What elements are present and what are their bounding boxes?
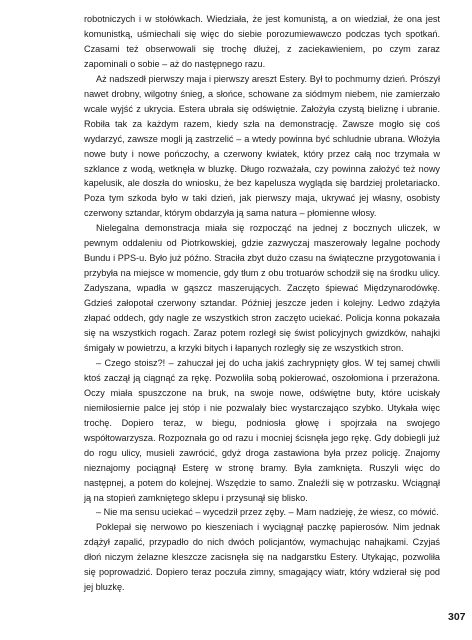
page-number: 307 (448, 611, 466, 623)
paragraph-6: Poklepał się nerwowo po kieszeniach i wyciągnął paczkę papierosów. Nim jednak zdążył zapalić, przypadło do nich dwóch policjantów, wymachując nahajkami. Czyjaś dłoń niczym żelazne kleszcze zacisnęła się na nadgarstku Estery. Utykając, pozwoliła się poprowadzić. Dopiero teraz poczuła zimny, smagający wiatr, który wdzierał się pod jej bluzkę. (84, 522, 440, 593)
paragraph-5: – Nie ma sensu uciekać – wycedził przez zęby. – Mam nadzieję, że wiesz, co mówić. (96, 507, 439, 518)
paragraph-1: robotniczych i w stołówkach. Wiedziała, że jest komunistą, a on wiedział, że ona jest komunistką, uśmiechali się więc do siebie porozumiewawczo podczas tych spotkań. Czasami też obserwowali się trochę dłużej, z zaciekawieniem, po czym zaraz zapominali o sobie – aż do następnego razu. (84, 14, 440, 69)
paragraph-3: Nielegalna demonstracja miała się rozpocząć na jednej z bocznych uliczek, w pewnym oddaleniu od Piotrkowskiej, gdzie zazwyczaj maszerowały legalne pochody Bundu i PPS-u. Było już późno. Straciła zbyt dużo czasu na świąteczne przygotowania i przybyła na miejsce w momencie, gdy tłum z obu trotuarów schodził się na środku ulicy. Zadyszana, wpadła w gąszcz maszerujących. Zaczęto śpiewać Międzynarodówkę. Gdzieś załopotał czerwony sztandar. Później jeszcze jeden i kolejny. Ledwo zdążyła złapać oddech, gdy nagle ze wszystkich stron zaczęto uciekać. Policja konna pokazała się na wszystkich rogach. Zaraz potem rozległ się świst policyjnych gwizdków, nahajki śmigały w powietrzu, a krzyki bitych i łapanych rozległy się ze wszystkich stron. (84, 223, 440, 353)
paragraph-2: Aż nadszedł pierwszy maja i pierwszy areszt Estery. Był to pochmurny dzień. Prószył nawet drobny, wilgotny śnieg, a słońce, schowane za siódmym niebem, nie zamierzało wcale wyjść z ukrycia. Estera ubrała się odświętnie. Założyła czystą bieliznę i ubranie. Robiła tak za każdym razem, kiedy szła na demonstrację. Zawsze mogło się coś wydarzyć, zawsze mogli ją zastrzelić – a wtedy powinna być schludnie ubrana. Włożyła nowe buty i nowe pończochy, a czerwony kwiatek, który przez całą noc trzymała w szklance z wodą, wetknęła w bluzkę. Długo rozważała, czy powinna założyć też nowy kapelusik, ale doszła do wniosku, że bez kapelusza wygląda się bardziej proletariacko. Poza tym szkoda było w taki dzień, jak pierwszy maja, ukrywać jej własny, osobisty czerwony sztandar, którym obdarzyła ją sama natura – płomienne włosy. (84, 73, 440, 219)
body-text (84, 12, 440, 595)
paragraph-4: – Czego stoisz?! – zahuczał jej do ucha jakiś zachrypnięty głos. W tej samej chwili ktoś zaczął ją ciągnąć za rękę. Pozwoliła sobą pokierować, oszołomiona i przerażona. Oczy miała spuszczone na bruk, na swoje nowe, odświętne buty, które uciskały niemiłosiernie palce jej stóp i nie pozwalały biec wystarczająco szybko. Utykała więc trochę. Dopiero teraz, w biegu, podniosła głowę i spojrzała na swojego współtowarzysza. Rozpoznała go od razu i mocniej ścisnęła jego rękę. Gdy dobiegli już do rogu ulicy, musieli zawrócić, gdyż droga zastawiona była przez policję. Znajomy nieznajomy pociągnął Esterę w stronę bramy. Była zamknięta. Ruszyli więc do następnej, a potem do kolejnej. Wszędzie to samo. Znaleźli się w potrzasku. Wciągnął ją na stopień zamkniętego sklepu i przysunął się blisko. (84, 357, 440, 503)
